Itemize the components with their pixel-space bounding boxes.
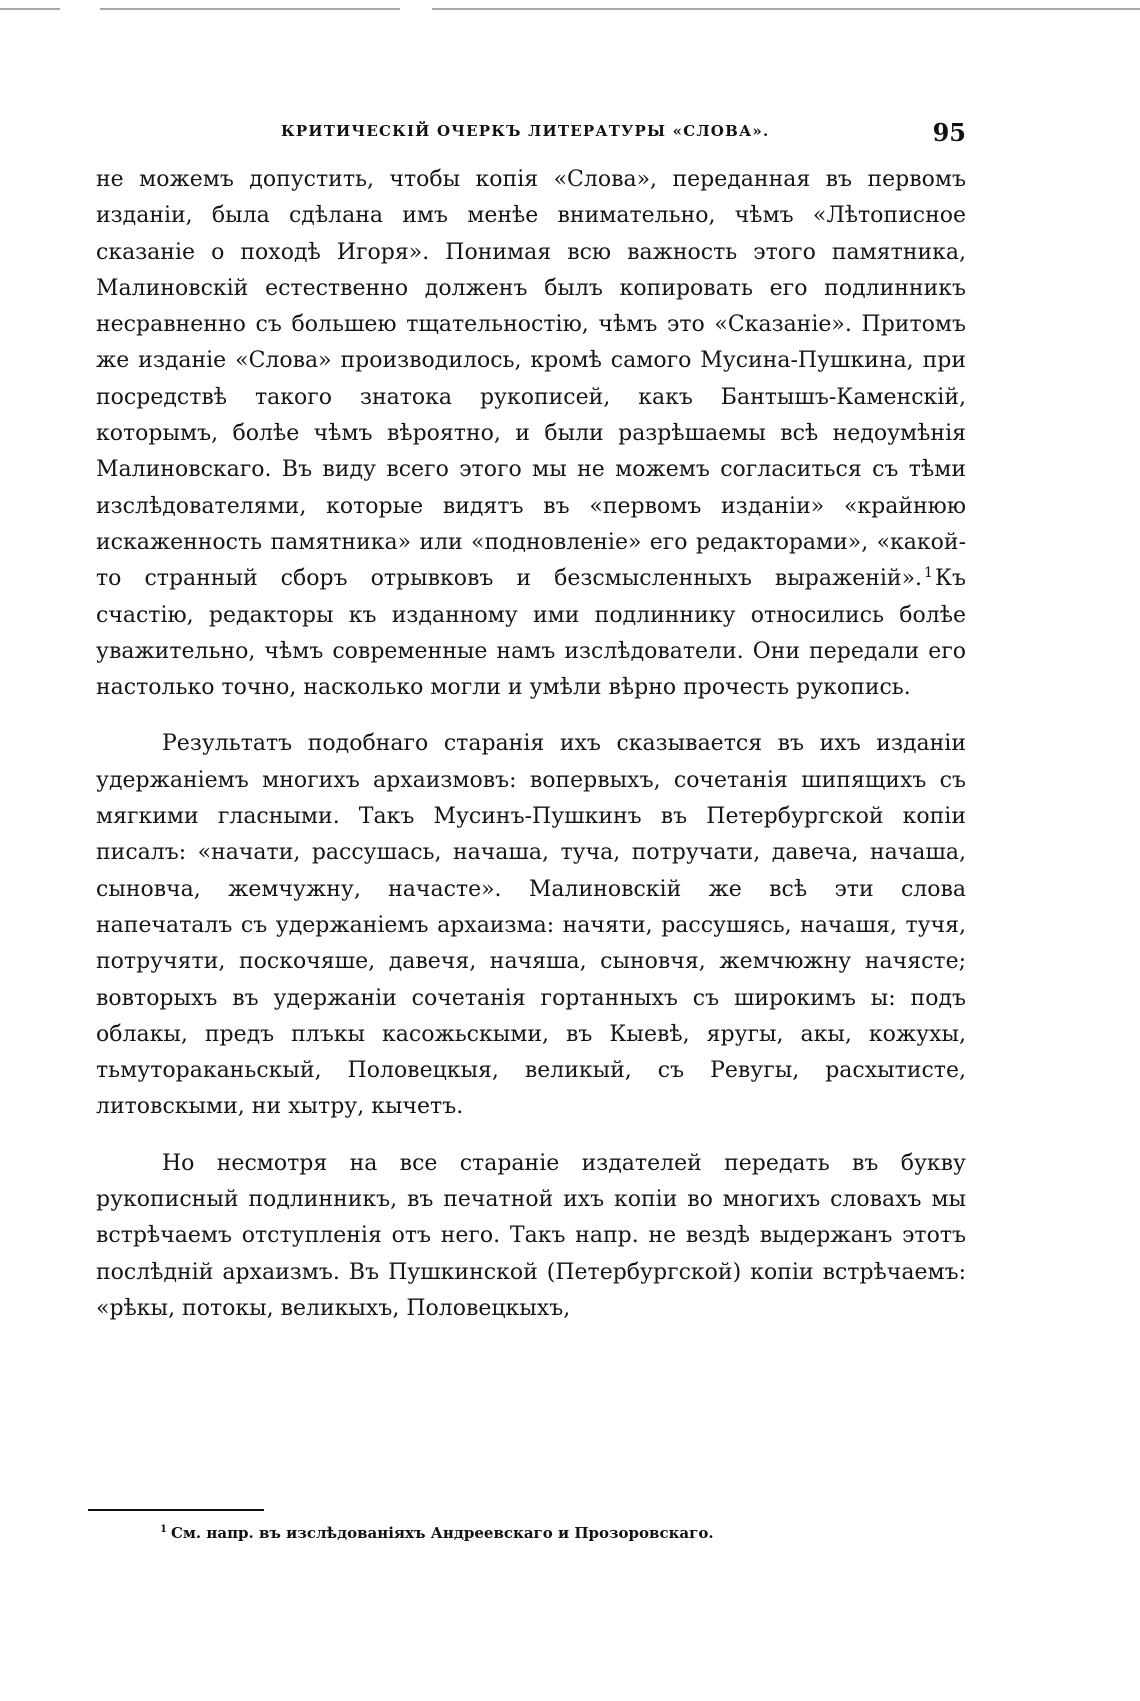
footnote	[160, 1524, 920, 1542]
body-text	[96, 162, 966, 1327]
book-page	[96, 118, 966, 1327]
footnote-reference-mark: 1	[924, 564, 933, 581]
top-rule-segment	[0, 8, 60, 10]
paragraph-3: Но несмотря на все стараніе издателей передать въ букву рукописный подлинникъ, въ печатной ихъ копіи во многихъ словахъ мы встрѣчаемъ отступленія отъ него. Такъ напр. не вездѣ выдержанъ этотъ послѣдній архаизмъ. Въ Пушкинской (Петербургской) копіи встрѣчаемъ: «рѣкы, потокы, великыхъ, Половецкыхъ,	[96, 1150, 966, 1321]
paragraph-1-text-after-footnote: Къ счастію, редакторы къ изданному ими подлиннику относились болѣе уважительно, чѣмъ современные намъ изслѣдователи. Они передали его настолько точно, насколько могли и умѣли вѣрно прочесть рукопись.	[96, 566, 966, 701]
footnote-text: См. напр. въ изслѣдованіяхъ Андреевскаго и Прозоровскаго.	[170, 1524, 714, 1542]
top-scan-rule	[0, 0, 1140, 18]
paragraph-2: Результатъ подобнаго старанія ихъ сказывается въ ихъ изданіи удержаніемъ многихъ архаизмовъ: вопервыхъ, сочетанія шипящихъ съ мягкими гласными. Такъ Мусинъ-Пушкинъ въ Петербургской копіи писалъ: «начати, рассушась, начаша, туча, потручати, давеча, начаша, сыновча, жемчужну, начасте». Малиновскій же всѣ эти слова напечаталъ съ удержаніемъ архаизма: начяти, рассушясь, начашя, тучя, потручяти, поскочяше, давечя, начяша, сыновчя, жемчюжну начясте; вовторыхъ въ удержаніи сочетанія гортанныхъ съ широкимъ ы: подъ облакы, предъ плъкы касожьскыми, въ Кыевѣ, яругы, акы, кожухы, тьмутораканьскый, Половецкыя, великый, съ Ревугы, расхытисте, литовскыми, ни хытру, кычетъ.	[96, 731, 966, 1120]
top-rule-segment	[432, 8, 1140, 10]
paragraph-1	[96, 162, 966, 706]
footnote-divider	[88, 1509, 264, 1511]
running-head	[96, 118, 966, 162]
page-number: 95	[932, 118, 966, 147]
top-rule-segment	[100, 8, 400, 10]
running-title: КРИТИЧЕСКІЙ ОЧЕРКЪ ЛИТЕРАТУРЫ «СЛОВА».	[281, 122, 770, 140]
footnote-mark: 1	[160, 1524, 167, 1535]
paragraph-1-text-before-footnote: не можемъ допустить, чтобы копія «Слова», переданная въ первомъ изданіи, была сдѣлана имъ менѣе внимательно, чѣмъ «Лѣтописное сказаніе о походѣ Игоря». Понимая всю важность этого памятника, Малиновскій естественно долженъ былъ копировать его подлинникъ несравненно съ большею тщательностію, чѣмъ это «Сказаніе». Притомъ же изданіе «Слова» производилось, кромѣ самого Мусина-Пушкина, при посредствѣ такого знатока рукописей, какъ Бантышъ-Каменскій, которымъ, болѣе чѣмъ вѣроятно, и были разрѣшаемы всѣ недоумѣнія Малиновскаго. Въ виду всего этого мы не можемъ согласиться съ тѣми изслѣдователями, которые видятъ въ «первомъ изданіи» «крайнюю искаженность памятника» или «подновленіе» его редакторами», «какой-то странный сборъ отрывковъ и безсмысленныхъ выраженій».	[96, 167, 966, 592]
